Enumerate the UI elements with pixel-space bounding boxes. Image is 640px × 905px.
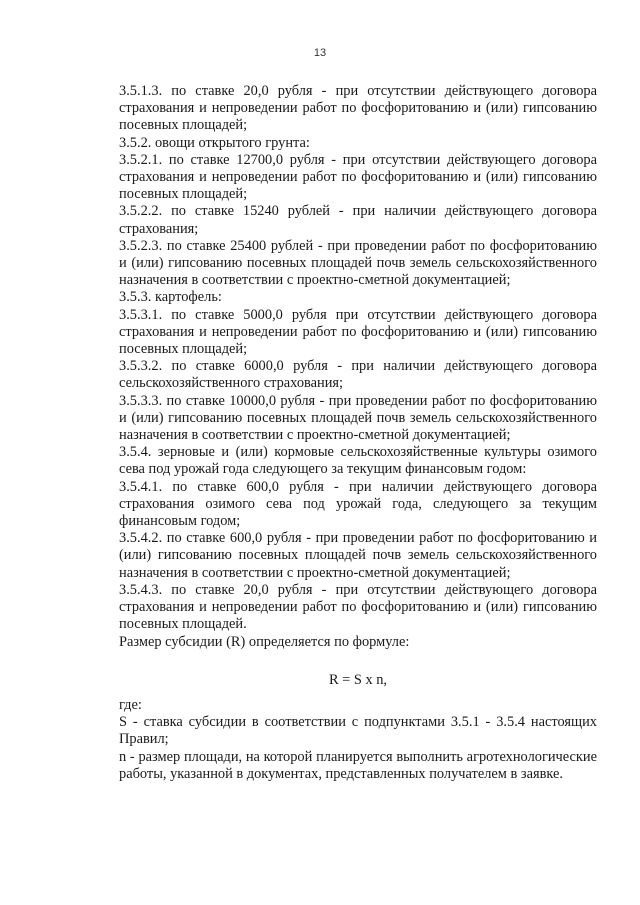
paragraph-3-5-2-3: 3.5.2.3. по ставке 25400 рублей - при проведении работ по фосфоритованию и (или) гипсованию посевных площадей почв земель сельскохозяйственного назначения в соответствии с проектно-сметной документацией; [119,237,597,289]
definition-s: S - ставка субсидии в соответствии с подпунктами 3.5.1 - 3.5.4 настоящих Правил; [119,714,597,748]
paragraph-3-5-3: 3.5.3. картофель: [119,289,222,306]
paragraph-3-5-2: 3.5.2. овощи открытого грунта: [119,134,310,151]
paragraph-3-5-4-2: 3.5.4.2. по ставке 600,0 рубля - при проведении работ по фосфоритованию и (или) гипсованию посевных площадей почв земель сельскохозяйственного назначения в соответствии с проектно-сметной документацией; [119,530,597,581]
where-label: где: [119,696,142,713]
document-body [119,83,597,783]
paragraph-3-5-2-2: 3.5.2.2. по ставке 15240 рублей - при наличии действующего договора страхования; [119,203,597,237]
paragraph-3-5-4-3: 3.5.4.3. по ставке 20,0 рубля - при отсутствии действующего договора страхования и непроведении работ по фосфоритованию и (или) гипсованию посевных площадей. [119,581,597,633]
subsidy-formula: R = S x n, [328,671,388,688]
paragraph-3-5-1-3: 3.5.1.3. по ставке 20,0 рубля - при отсутствии действующего договора страхования и непроведении работ по фосфоритованию и (или) гипсованию посевных площадей; [119,83,597,134]
paragraph-3-5-3-2: 3.5.3.2. по ставке 6000,0 рубля - при наличии действующего договора сельскохозяйственного страхования; [119,358,597,392]
paragraph-3-5-3-3: 3.5.3.3. по ставке 10000,0 рубля - при проведении работ по фосфоритованию и (или) гипсованию посевных площадей почв земель сельскохозяйственного назначения в соответствии с проектно-сметной документацией; [119,392,597,444]
paragraph-3-5-3-1: 3.5.3.1. по ставке 5000,0 рубля при отсутствии действующего договора страхования и непроведении работ по фосфоритованию и (или) гипсованию посевных площадей; [119,306,597,358]
paragraph-3-5-4: 3.5.4. зерновые и (или) кормовые сельскохозяйственные культуры озимого сева под урожай года следующего за текущим финансовым годом: [119,444,597,478]
page-number: 13 [313,47,327,59]
subsidy-formula-intro: Размер субсидии (R) определяется по формуле: [119,633,410,650]
paragraph-3-5-2-1: 3.5.2.1. по ставке 12700,0 рубля - при отсутствии действующего договора страхования и непроведении работ по фосфоритованию и (или) гипсованию посевных площадей; [119,151,597,203]
paragraph-3-5-4-1: 3.5.4.1. по ставке 600,0 рубля - при наличии действующего договора страхования озимого сева под урожай года, следующего за текущим финансовым годом; [119,478,597,530]
definition-n: n - размер площади, на которой планируется выполнить агротехнологические работы, указанной в документах, представленных получателем в заявке. [119,748,597,782]
